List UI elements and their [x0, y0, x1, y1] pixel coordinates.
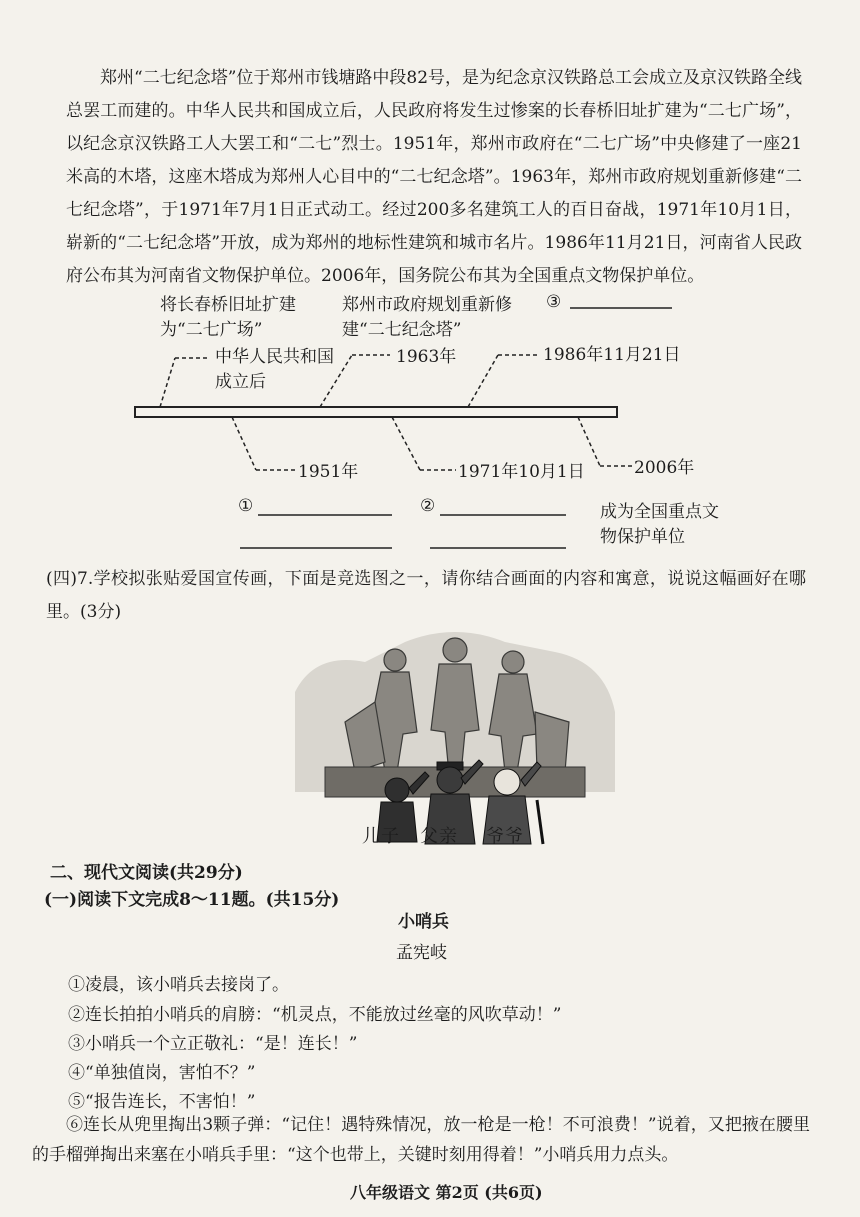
- story-paragraph-2: ②连长拍拍小哨兵的肩膀：“机灵点，不能放过丝毫的风吹草动！”: [68, 1005, 562, 1025]
- page-footer: 八年级语文 第2页 (共6页): [350, 1183, 543, 1202]
- story-paragraph-1: ①凌晨，该小哨兵去接岗了。: [68, 975, 289, 995]
- story-paragraph-3: ③小哨兵一个立正敬礼：“是！连长！”: [68, 1034, 358, 1054]
- timeline-upper-label-2: 1963年: [396, 347, 457, 367]
- caption-father: 父亲: [420, 826, 458, 847]
- timeline-bottom-text-3: 成为全国重点文物保护单位: [600, 502, 719, 547]
- timeline-top-text-3: ③: [546, 292, 562, 312]
- timeline-bottom-blank-2: ②: [420, 496, 436, 516]
- intro-paragraph: 郑州“二七纪念塔”位于郑州市钱塘路中段82号，是为纪念京汉铁路总工会成立及京汉铁路全线总罢工而建的。中华人民共和国成立后，人民政府将发生过惨案的长春桥旧址扩建为“二七广场”，以纪念京汉铁路工人大罢工和“二七”烈士。1951年，郑州市政府在“二七广场”中央修建了一座21米高的木塔，这座木塔成为郑州人心目中的“二七纪念塔”。1963年，郑州市政府规划重新修建“二七纪念塔”，于1971年7月1日正式动工。经过200多名建筑工人的百日奋战，1971年10月1日，崭新的“二七纪念塔”开放，成为郑州的地标性建筑和城市名片。1986年11月21日，河南省人民政府公布其为河南省文物保护单位。2006年，国务院公布其为全国重点文物保护单位。: [66, 68, 803, 286]
- timeline-bottom-blank-1: ①: [238, 496, 254, 516]
- story-title: 小哨兵: [398, 912, 449, 932]
- timeline-top-text-1: 将长春桥旧址扩建为“二七广场”: [160, 295, 296, 340]
- timeline-upper-label-3: 1986年11月21日: [543, 345, 681, 365]
- timeline-lines: [0, 0, 860, 560]
- story-author: 孟宪岐: [396, 943, 447, 963]
- timeline-top-text-2: 郑州市政府规划重新修建“二七纪念塔”: [342, 295, 512, 340]
- timeline-lower-label-1: 1951年: [298, 462, 359, 482]
- patriotic-illustration: [285, 622, 625, 847]
- timeline-lower-label-3: 2006年: [634, 458, 695, 478]
- story-paragraph-6: ⑥连长从兜里掏出3颗子弹：“记住！遇特殊情况，放一枪是一枪！不可浪费！”说着，又把掖在腰里的手榴弹掏出来塞在小哨兵手里：“这个也带上，关键时刻用得着！”小哨兵用力点头。: [32, 1115, 810, 1165]
- story-paragraph-5: ⑤“报告连长，不害怕！”: [68, 1092, 256, 1112]
- caption-son: 儿子: [362, 826, 400, 847]
- timeline-upper-label-1: 中华人民共和国成立后: [215, 347, 334, 392]
- timeline-lower-label-2: 1971年10月1日: [458, 462, 585, 482]
- section-2-sub-1: (一)阅读下文完成8～11题。(共15分): [44, 890, 340, 910]
- section-2-title: 二、现代文阅读(共29分): [50, 863, 243, 883]
- caption-grandpa: 爷爷: [486, 826, 524, 847]
- story-paragraph-4: ④“单独值岗，害怕不？”: [68, 1063, 256, 1083]
- question-7: (四)7.学校拟张贴爱国宣传画，下面是竞选图之一，请你结合画面的内容和寓意，说说这幅画好在哪里。(3分): [46, 569, 806, 622]
